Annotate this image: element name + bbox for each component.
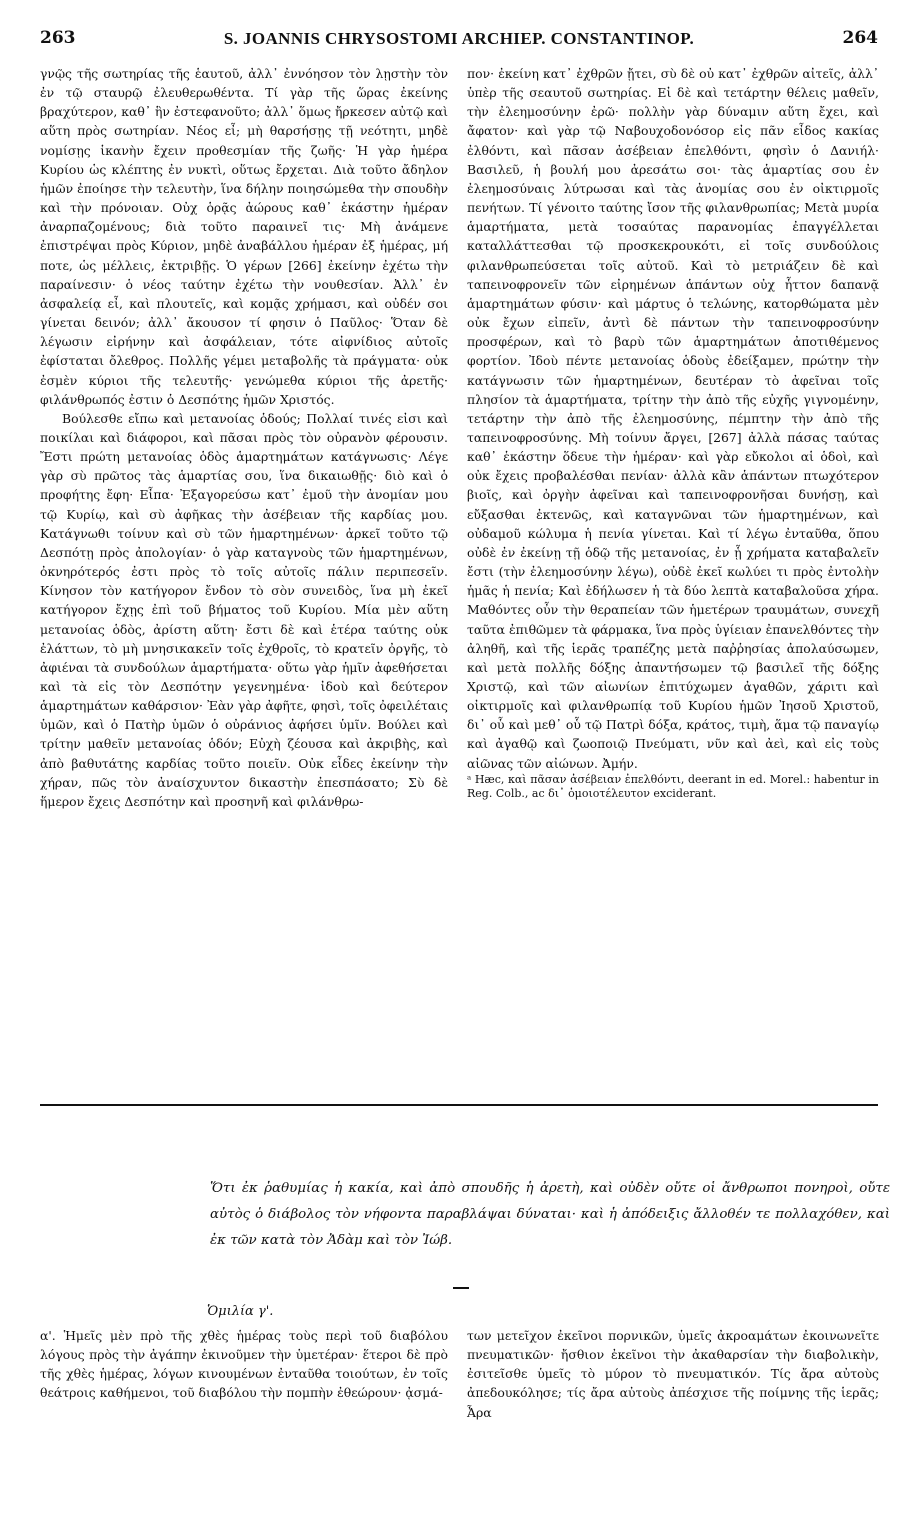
- footnote: ᵃ Hæc, καὶ πᾶσαν ἀσέβειαν ἐπελθόντι, deerant in ed. Morel.: habentur in Reg. Colb., ac δι᾽ ὁμοιοτέλευτον exciderant.: [467, 772, 879, 800]
- paragraph: Βούλεσθε εἴπω καὶ μετανοίας ὁδούς; Πολλαί τινές εἰσι καὶ ποικίλαι καὶ διάφοροι, καὶ πᾶσαι πρὸς τὸν οὐρανὸν φέρουσιν. Ἔστι πρώτη μετανοίας ὁδὸς ἁμαρτημάτων κατάγνωσις· Λέγε γὰρ σὺ πρῶτος τὰς ἁμαρτίας σου, ἵνα δικαιωθῇς· διὸ καὶ ὁ προφήτης ἔφη· Εἶπα· Ἐξαγορεύσω κατ᾽ ἐμοῦ τὴν ἀνομίαν μου τῷ Κυρίῳ, καὶ σὺ ἀφῆκας τὴν ἀσέβειαν τῆς καρδίας μου. Κατάγνωθι τοίνυν καὶ σὺ τῶν ἡμαρτημένων· ἀρκεῖ τοῦτο τῷ Δεσπότῃ πρὸς ἀπολογίαν· ὁ γὰρ καταγνοὺς τῶν ἡμαρτημένων, ὀκνηρότερός ἐστι πρὸς τὸ τοῖς αὐτοῖς πάλιν περιπεσεῖν. Κίνησον τὸν κατήγορον ἔνδον τὸ σὸν συνειδὸς, ἵνα μὴ ἐκεῖ κατήγορον ἔχῃς ἐπὶ τοῦ βήματος τοῦ Κυρίου. Μία μὲν αὕτη μετανοίας ὁδὸς, ἀρίστη αὕτη· ἔστι δὲ καὶ ἑτέρα ταύτης οὐκ ἐλάττων, τὸ μὴ μνησικακεῖν τοῖς ἐχθροῖς, τὸ κρατεῖν ὀργῆς, τὸ ἀφιέναι τὰ συνδούλων ἁμαρτήματα· οὕτω γὰρ ἡμῖν ἀφεθήσεται καὶ τὰ εἰς τὸν Δεσπότην γεγενημένα· ἰδοὺ καὶ δεύτερον ἁμαρτημάτων καθάρσιον· Ἐὰν γὰρ ἀφῆτε, φησὶ, τοῖς ὀφειλέταις ὑμῶν, καὶ ὁ Πατὴρ ὑμῶν ὁ οὐράνιος ἀφήσει ὑμῖν. Βούλει καὶ τρίτην μαθεῖν μετανοίας ὁδόν; Εὐχὴ ζέουσα καὶ ἀκριβὴς, καὶ ἀπὸ βαθυτάτης καρδίας τοῦτο ποιεῖν. Οὐκ εἶδες ἐκείνην τὴν χήραν, πῶς τὸν ἀναίσχυντον δικαστὴν ἐπεσπάσατο; Σὺ δὲ ἥμερον ἔχεις Δεσπότην καὶ προσηνῆ καὶ φιλάνθρω-: [40, 410, 448, 809]
- homily-title: Ὁμιλία γ'.: [207, 1304, 274, 1319]
- section-divider: [40, 1104, 878, 1106]
- left-column-bottom: [40, 1326, 448, 1403]
- homily-argument: [210, 1176, 890, 1254]
- left-column-top: [40, 64, 448, 811]
- page-number-right: 264: [842, 28, 878, 48]
- short-dash: [453, 1287, 469, 1289]
- paragraph: πον· ἐκείνη κατ᾽ ἐχθρῶν ᾔτει, σὺ δὲ οὐ κατ᾽ ἐχθρῶν αἰτεῖς, ἀλλ᾽ ὑπὲρ τῆς σεαυτοῦ σωτηρίας. Εἰ δὲ καὶ τετάρτην θέλεις μαθεῖν, τὴν ἐλεημοσύνην ἐρῶ· πολλὴν γὰρ δύναμιν αὕτη ἔχει, καὶ ἄφατον· καὶ γὰρ τῷ Ναβουχοδονόσορ εἰς πᾶν εἶδος κακίας ἐλθόντι, καὶ πᾶσαν ἀσέβειαν ἐπελθόντι, φησὶν ὁ Δανιήλ· Βασιλεῦ, ἡ βουλή μου ἀρεσάτω σοι· τὰς ἁμαρτίας σου ἐν ἐλεημοσύναις λύτρωσαι καὶ τὰς ἀνομίας σου ἐν οἰκτιρμοῖς πενήτων. Τί γένοιτο ταύτης ἴσον τῆς φιλανθρωπίας; Μετὰ μυρία ἁμαρτήματα, μετὰ τοσαύτας παρανομίας ἐπαγγέλλεται καταλλάττεσθαι τῷ προσκεκρουκότι, εἰ τοῖς συνδούλοις φιλανθρωπεύσεται τοῖς αὐτοῦ. Καὶ τὸ μετριάζειν δὲ καὶ ταπεινοφρονεῖν τῶν εἰρημένων ἁπάντων οὐχ ἧττον δαπανᾷ ἁμαρτημάτων φύσιν· καὶ μάρτυς ὁ τελώνης, κατορθώματα μὲν οὐκ ἔχων εἰπεῖν, ἀντὶ δὲ πάντων τὴν ταπεινοφροσύνην προσφέρων, καὶ τὸ βαρὺ τῶν ἁμαρτημάτων ἀποτιθέμενος φορτίον. Ἰδοὺ πέντε μετανοίας ὁδοὺς ἐδείξαμεν, πρώτην τὴν κατάγνωσιν τῶν ἡμαρτημένων, δευτέραν τὸ ἀφεῖναι τοῖς πλησίον τὰ ἁμαρτήματα, τρίτην τὴν ἀπὸ τῆς εὐχῆς γιγνομένην, τετάρτην τὴν ἀπὸ τῆς ἐλεημοσύνης, πέμπτην τὴν ἀπὸ τῆς ταπεινοφροσύνης. Μὴ τοίνυν ἄργει, [267] ἀλλὰ πάσας ταύτας καθ᾽ ἑκάστην ὅδευε τὴν ἡμέραν· καὶ γὰρ εὔκολοι αἱ ὁδοὶ, καὶ οὐκ ἔχεις προβαλέσθαι πενίαν· ἀλλὰ κἂν ἁπάντων πτωχότερον βιοῖς, καὶ ὀργὴν ἀφεῖναι καὶ ταπεινοφρονῆσαι δυνήσῃ, καὶ εὔξασθαι ἐκτενῶς, καὶ καταγνῶναι τῶν ἡμαρτημένων, καὶ οὐδαμοῦ κώλυμα ἡ πενία γίνεται. Καὶ τί λέγω ἐνταῦθα, ὅπου οὐδὲ ἐν ἐκείνῃ τῇ ὁδῷ τῆς μετανοίας, ἐν ᾗ χρήματα καταβαλεῖν ἔστι (τὴν ἐλεημοσύνην λέγω), οὐδὲ ἐκεῖ κωλύει τι πρὸς ἐντολὴν ἡμᾶς ἡ πενία; Καὶ ἐδήλωσεν ἡ τὰ δύο λεπτὰ καταβαλοῦσα χήρα. Μαθόντες οὖν τὴν θεραπείαν τῶν ἡμετέρων τραυμάτων, συνεχῆ ταῦτα ἐπιθῶμεν τὰ φάρμακα, ἵνα πρὸς ὑγίειαν ἐπανελθόντες τὴν ἀληθῆ, καὶ τῆς ἱερᾶς τραπέζης μετὰ παῤῥησίας ἀπολαύσωμεν, καὶ μετὰ πολλῆς δόξης ἀπαντήσωμεν τῷ βασιλεῖ τῆς δόξης Χριστῷ, καὶ τῶν αἰωνίων ἐπιτύχωμεν ἀγαθῶν, χάριτι καὶ οἰκτιρμοῖς καὶ φιλανθρωπίᾳ τοῦ Κυρίου ἡμῶν Ἰησοῦ Χριστοῦ, δι᾽ οὗ καὶ μεθ᾽ οὗ τῷ Πατρὶ δόξα, κράτος, τιμὴ, ἅμα τῷ παναγίῳ καὶ ἀγαθῷ καὶ ζωοποιῷ Πνεύματι, νῦν καὶ ἀεὶ, καὶ εἰς τοὺς αἰῶνας τῶν αἰώνων. Ἀμήν.: [467, 66, 879, 771]
- paragraph: γνῷς τῆς σωτηρίας τῆς ἑαυτοῦ, ἀλλ᾽ ἐννόησον τὸν λῃστὴν τὸν ἐν τῷ σταυρῷ ἐλευθερωθέντα. Τί γὰρ τῆς ὥρας ἐκείνης βραχύτερον, καθ᾽ ἣν ἐστεφανοῦτο; ἀλλ᾽ ὅμως ἤρκεσεν αὐτῷ καὶ αὕτη πρὸς σωτηρίαν. Νέος εἶ; μὴ θαρσήσῃς τῇ νεότητι, μηδὲ νομίσῃς ἱκανὴν ἔχειν προθεσμίαν τῆς ζωῆς· Ἡ γὰρ ἡμέρα Κυρίου ὡς κλέπτης ἐν νυκτὶ, οὕτως ἔρχεται. Διὰ τοῦτο ἄδηλον ἡμῶν ἐποίησε τὴν τελευτὴν, ἵνα δήλην ποιησώμεθα τὴν σπουδὴν καὶ τὴν πρόνοιαν. Οὐχ ὁρᾷς ἀώρους καθ᾽ ἑκάστην ἡμέραν ἀναρπαζομένους; διὰ τοῦτο παραινεῖ τις· Μὴ ἀνάμενε ἐπιστρέψαι πρὸς Κύριον, μηδὲ ἀναβάλλου ἡμέραν ἐξ ἡμέρας, μή ποτε, ὡς μέλλεις, ἐκτριβῇς. Ὁ γέρων [266] ἐκείνην ἐχέτω τὴν παραίνεσιν· ὁ νέος ταύτην ἐχέτω τὴν νουθεσίαν. Ἀλλ᾽ ἐν ἀσφαλείᾳ εἶ, καὶ πλουτεῖς, καὶ κομᾷς χρήμασι, καὶ οὐδέν σοι γίνεται δεινόν; ἀλλ᾽ ἄκουσον τί φησιν ὁ Παῦλος· Ὅταν δὲ λέγωσιν εἰρήνην καὶ ἀσφάλειαν, τότε αἰφνίδιος αὐτοῖς ἐφίσταται ὄλεθρος. Πολλῆς γέμει μεταβολῆς τὰ πράγματα· οὐκ ἐσμὲν κύριοι τῆς τελευτῆς· γενώμεθα κύριοι τῆς ἀρετῆς· φιλάνθρωπός ἐστιν ὁ Δεσπότης ἡμῶν Χριστός.: [40, 66, 448, 407]
- argument-text: Ὅτι ἐκ ῥαθυμίας ἡ κακία, καὶ ἀπὸ σπουδῆς ἡ ἀρετὴ, καὶ οὐδὲν οὔτε οἱ ἄνθρωποι πονηροὶ, οὔτε αὐτὸς ὁ διάβολος τὸν νήφοντα παραβλάψαι δύναται· καὶ ἡ ἀπόδειξις ἄλλοθέν τε πολλαχόθεν, καὶ ἐκ τῶν κατὰ τὸν Ἀδὰμ καὶ τὸν Ἰώβ.: [210, 1181, 890, 1248]
- page-number-left: 263: [40, 28, 76, 48]
- paragraph: των μετεῖχον ἐκεῖνοι πορνικῶν, ὑμεῖς ἀκροαμάτων ἐκοινωνεῖτε πνευματικῶν· ἤσθιον ἐκεῖνοι τὴν ἀκαθαρσίαν τὴν διαβολικὴν, ἐσιτεῖσθε ὑμεῖς τὸ μύρον τὸ πνευματικόν. Τίς ἄρα αὐτοὺς ἀπεδουκόλησε; τίς ἄρα αὐτοὺς ἀπέσχισε τῆς ποίμνης τῆς ἱερᾶς; Ἆρα: [467, 1328, 879, 1420]
- page-header: [40, 28, 878, 58]
- running-title: S. JOANNIS CHRYSOSTOMI ARCHIEP. CONSTANTINOP.: [223, 29, 695, 48]
- right-column-top: [467, 64, 879, 801]
- paragraph: α'. Ἡμεῖς μὲν πρὸ τῆς χθὲς ἡμέρας τοὺς περὶ τοῦ διαβόλου λόγους πρὸς τὴν ἀγάπην ἐκινοῦμεν τὴν ὑμετέραν· ἕτεροι δὲ πρὸ τῆς χθὲς ἡμέρας, λόγων κινουμένων ἐνταῦθα τοιούτων, ἐν τοῖς θεάτροις καθήμενοι, τοῦ διαβόλου τὴν πομπὴν ἐθεώρουν· ᾀσμά-: [40, 1328, 448, 1401]
- right-column-bottom: [467, 1326, 879, 1422]
